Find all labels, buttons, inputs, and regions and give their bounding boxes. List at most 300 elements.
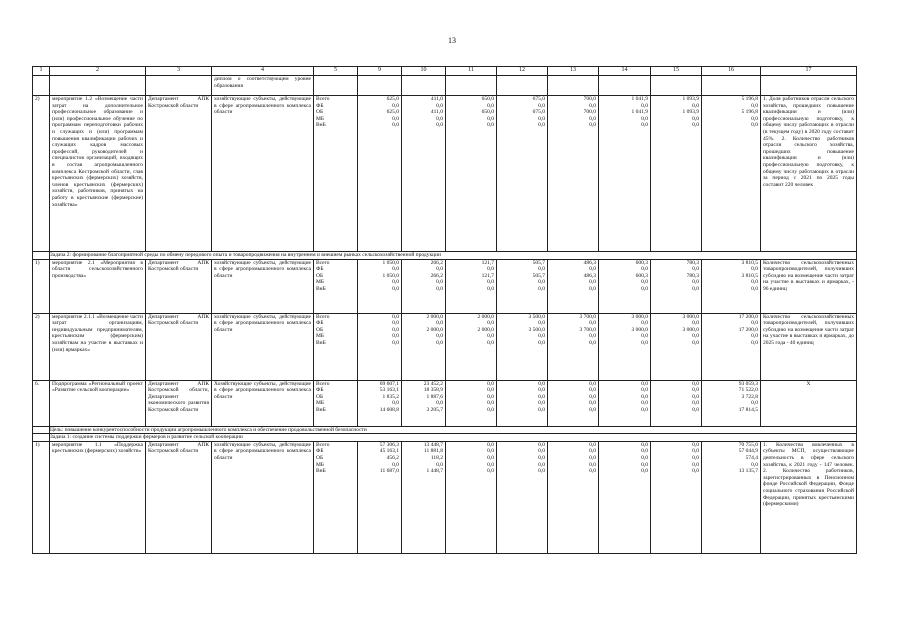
value-cell: 0,0 (487, 448, 494, 455)
value-cell: 0,0 (751, 115, 758, 122)
value-cell: 14 608,8 (379, 406, 399, 413)
value-cell: 0,0 (487, 441, 494, 448)
funding-sources (314, 313, 358, 380)
value-cell: 0,0 (436, 266, 443, 273)
value-cell: 0,0 (392, 285, 399, 292)
value-cell: 5 196,8 (741, 96, 758, 102)
value-cell: 23 452,2 (423, 380, 443, 387)
value-cell: 2 000,0 (426, 313, 443, 320)
value-cell: 0,0 (641, 400, 648, 407)
value-cell: 486,3 (583, 259, 596, 266)
funding-source-label: ФБ (316, 320, 324, 327)
value-cell: 0,0 (538, 406, 545, 413)
year-values (497, 380, 548, 426)
year-values (497, 441, 548, 553)
value-cell: 70 755,0 (738, 441, 758, 448)
row-number: 1) (33, 441, 50, 553)
value-cell: 0,0 (392, 266, 399, 273)
value-cell: 121,7 (481, 259, 494, 266)
value-cell: 0,0 (641, 115, 648, 122)
header-cell: 5 (314, 67, 358, 76)
value-cell: 0,0 (641, 102, 648, 109)
year-values (402, 380, 446, 426)
value-cell: 0,0 (641, 266, 648, 273)
participants: хозяйствующие субъекты, действующие в сфере агропромышленного комплекса области (212, 96, 314, 252)
value-cell: 0,0 (538, 115, 545, 122)
value-cell: 3 000,0 (682, 326, 699, 333)
value-cell: 0,0 (641, 406, 648, 413)
activity-row (33, 96, 857, 252)
value-cell: 0,0 (641, 461, 648, 468)
value-cell: 0,0 (487, 387, 494, 394)
header-cell: 3 (146, 67, 212, 76)
value-cell: 0,0 (436, 102, 443, 109)
value-cell: 625,0 (386, 109, 399, 116)
value-cell: 0,0 (692, 339, 699, 346)
value-cell: 0,0 (487, 393, 494, 400)
year-values (651, 441, 702, 553)
year-values (651, 313, 702, 380)
value-cell: 0,0 (538, 400, 545, 407)
header-cell: 10 (402, 67, 446, 76)
value-cell: 0,0 (436, 115, 443, 122)
value-cell: 0,0 (538, 122, 545, 129)
value-cell: 0,0 (641, 320, 648, 327)
value-cell: 3 000,0 (682, 313, 699, 320)
year-values (446, 259, 497, 313)
value-cell: 780,3 (686, 259, 699, 266)
year-values (446, 313, 497, 380)
value-cell: 1 093,9 (682, 109, 699, 116)
value-cell: 0,0 (538, 448, 545, 455)
year-values (402, 259, 446, 313)
expected-result: 1. Количество вовлеченных в субъекты МСП, осуществляющие деятельность в сфере сельского хозяйства, к 2021 году - 147 человек. 2. Количество работников, зарегистрированных в Пенсионном фонде Российской Федерации, Фонде социального страхования Российской Федерации, принятых крестьянскими (фермерскими) (761, 441, 857, 553)
value-cell: 0,0 (538, 461, 545, 468)
value-cell: 71 522,0 (738, 387, 758, 394)
value-cell: 0,0 (692, 102, 699, 109)
year-values (702, 259, 761, 313)
row-number: 2) (33, 96, 50, 252)
value-cell: 0,0 (436, 400, 443, 407)
page-number: 13 (448, 36, 456, 45)
header-row (33, 67, 857, 76)
year-values (599, 313, 651, 380)
value-cell: 3 205,7 (426, 406, 443, 413)
value-cell: 0,0 (589, 266, 596, 273)
header-cell: 17 (761, 67, 857, 76)
value-cell: 0,0 (538, 393, 545, 400)
participants: Хозяйствующие субъекты, действующие в сфере агропромышленного комплекса области (212, 380, 314, 426)
value-cell: 0,0 (487, 380, 494, 387)
year-values (599, 380, 651, 426)
value-cell: 0,0 (692, 406, 699, 413)
value-cell: 3 700,0 (579, 313, 596, 320)
value-cell: 13 448,7 (423, 441, 443, 448)
funding-source-label: Всего (316, 380, 330, 387)
value-cell: 0,0 (487, 461, 494, 468)
value-cell: 0,0 (392, 115, 399, 122)
value-cell: 0,0 (487, 285, 494, 292)
funding-source-label: ОБ (316, 393, 324, 400)
value-cell: 0,0 (487, 400, 494, 407)
value-cell: 505,7 (532, 259, 545, 266)
value-cell: 0,0 (641, 122, 648, 129)
value-cell: 456,2 (386, 454, 399, 461)
year-values (651, 259, 702, 313)
value-cell: 675,0 (532, 96, 545, 102)
value-cell: 0,0 (641, 448, 648, 455)
funding-sources (314, 96, 358, 252)
activity-name: мероприятие 1.1 «Поддержка крестьянских (фермерских) хозяйств» (50, 441, 146, 553)
value-cell: 0,0 (538, 441, 545, 448)
year-values (402, 441, 446, 553)
funding-source-label: ВнБ (316, 285, 326, 292)
year-values (497, 96, 548, 252)
funding-source-label: ФБ (316, 448, 324, 455)
executor: Департамент АПК Костромской области, Департамент экономического развития Костромской области (146, 380, 212, 426)
value-cell: 0,0 (538, 380, 545, 387)
value-cell: 0,0 (692, 333, 699, 340)
value-cell: 0,0 (641, 333, 648, 340)
value-cell: 0,0 (487, 406, 494, 413)
value-cell: 0,0 (641, 393, 648, 400)
program-table (32, 66, 857, 554)
year-values (702, 96, 761, 252)
participants: хозяйствующие субъекты, действующие в сфере агропромышленного комплекса области (212, 313, 314, 380)
value-cell: 1 093,9 (682, 96, 699, 102)
header-cell: 15 (651, 67, 702, 76)
row-number: 6. (33, 380, 50, 426)
value-cell: 1 050,0 (382, 272, 399, 279)
value-cell: 0,0 (538, 279, 545, 286)
value-cell: 0,0 (538, 320, 545, 327)
value-cell: 0,0 (692, 115, 699, 122)
value-cell: 3 810,5 (741, 259, 758, 266)
year-values (702, 380, 761, 426)
value-cell: 0,0 (487, 454, 494, 461)
value-cell: 2 000,0 (477, 326, 494, 333)
year-values (599, 259, 651, 313)
value-cell: 0,0 (589, 406, 596, 413)
funding-source-label: МБ (316, 279, 325, 286)
funding-source-label: МБ (316, 333, 325, 340)
goal-heading-text: Цель: повышение конкурентоспособности продукции агропромышленного комплекса и обеспечение продовольственной безопасности (50, 426, 367, 433)
year-values (497, 259, 548, 313)
value-cell: 0,0 (589, 454, 596, 461)
value-cell: 53 163,1 (379, 387, 399, 394)
funding-sources (314, 380, 358, 426)
executor: Департамент АПК Костромской области (146, 441, 212, 553)
year-values (651, 380, 702, 426)
year-values (651, 96, 702, 252)
value-cell: 0,0 (751, 285, 758, 292)
value-cell: 0,0 (487, 102, 494, 109)
value-cell: 625,0 (386, 96, 399, 102)
value-cell: 0,0 (538, 102, 545, 109)
funding-source-label: ОБ (316, 272, 324, 279)
value-cell: 0,0 (692, 400, 699, 407)
funding-sources (314, 441, 358, 553)
year-values (548, 313, 599, 380)
task-1-heading-text: Задача 1: создание системы поддержки фермеров и развитие сельской кооперации (50, 434, 243, 441)
year-values (446, 441, 497, 553)
value-cell: 0,0 (641, 387, 648, 394)
year-values (548, 96, 599, 252)
value-cell: 0,0 (487, 339, 494, 346)
year-values (402, 313, 446, 380)
value-cell: 0,0 (392, 326, 399, 333)
activity-row (33, 313, 857, 380)
value-cell: 0,0 (487, 115, 494, 122)
year-values (358, 96, 402, 252)
value-cell: 0,0 (692, 279, 699, 286)
value-cell: 0,0 (538, 387, 545, 394)
funding-source-label: Всего (316, 96, 330, 102)
header-cell: 2 (50, 67, 146, 76)
value-cell: 266,2 (430, 272, 443, 279)
value-cell: 0,0 (436, 122, 443, 129)
value-cell: 0,0 (538, 285, 545, 292)
value-cell: 0,0 (589, 122, 596, 129)
funding-source-label: ОБ (316, 109, 324, 116)
value-cell: 69 607,1 (379, 380, 399, 387)
activity-name: мероприятие 2.1.1 «Возмещение части затрат организациям, индивидуальным предпринимателям, крестьянским (фермерским) хозяйствам на участие в выставках и (или) ярмарках» (50, 313, 146, 380)
value-cell: 0,0 (589, 115, 596, 122)
activity-row (33, 259, 857, 313)
value-cell: 3 700,0 (579, 326, 596, 333)
year-values (599, 96, 651, 252)
continuation-row (33, 76, 857, 96)
value-cell: 0,0 (392, 279, 399, 286)
funding-sources (314, 259, 358, 313)
value-cell: 600,3 (635, 272, 648, 279)
value-cell: 0,0 (589, 339, 596, 346)
value-cell: 2 000,0 (477, 313, 494, 320)
value-cell: 0,0 (392, 102, 399, 109)
value-cell: 0,0 (751, 400, 758, 407)
value-cell: 0,0 (692, 468, 699, 475)
header-cell: 1 (33, 67, 50, 76)
year-values (358, 259, 402, 313)
executor: Департамент АПК Костромской области (146, 96, 212, 252)
value-cell: 0,0 (751, 320, 758, 327)
value-cell: 0,0 (692, 454, 699, 461)
value-cell: 0,0 (392, 313, 399, 320)
year-values (358, 441, 402, 553)
year-values (702, 441, 761, 553)
value-cell: 11 687,0 (379, 468, 399, 475)
executor: Департамент АПК Костромской области (146, 259, 212, 313)
funding-source-label: МБ (316, 115, 325, 122)
value-cell: 0,0 (392, 400, 399, 407)
value-cell: 675,0 (532, 109, 545, 116)
value-cell: 0,0 (392, 461, 399, 468)
value-cell: 3 000,0 (631, 326, 648, 333)
value-cell: 2 000,0 (426, 326, 443, 333)
value-cell: 0,0 (392, 333, 399, 340)
year-values (548, 259, 599, 313)
value-cell: 0,0 (436, 333, 443, 340)
value-cell: 0,0 (487, 320, 494, 327)
value-cell: 0,0 (436, 320, 443, 327)
expected-result: Х (761, 380, 857, 426)
year-values (358, 380, 402, 426)
header-cell: 4 (212, 67, 314, 76)
funding-source-label: МБ (316, 400, 325, 407)
value-cell: 0,0 (487, 279, 494, 286)
value-cell: 45 163,1 (379, 448, 399, 455)
value-cell: 0,0 (392, 339, 399, 346)
value-cell: 11 881,8 (423, 448, 443, 455)
value-cell: 118,2 (430, 454, 443, 461)
value-cell: 0,0 (392, 320, 399, 327)
value-cell: 0,0 (589, 380, 596, 387)
header-cell: 13 (548, 67, 599, 76)
year-values (548, 441, 599, 553)
value-cell: 0,0 (751, 333, 758, 340)
header-cell: 14 (599, 67, 651, 76)
value-cell: 0,0 (538, 266, 545, 273)
value-cell: 0,0 (487, 266, 494, 273)
goal-heading (33, 426, 857, 434)
value-cell: 0,0 (641, 380, 648, 387)
activity-name: Подпрограмма «Региональный проект «Развитие сельской кооперации» (50, 380, 146, 426)
funding-source-label: ВнБ (316, 339, 326, 346)
value-cell: 0,0 (436, 461, 443, 468)
value-cell: 411,0 (430, 109, 443, 116)
value-cell: 700,0 (583, 96, 596, 102)
value-cell: 1 041,9 (631, 109, 648, 116)
value-cell: 700,0 (583, 109, 596, 116)
value-cell: 0,0 (692, 393, 699, 400)
header-cell: 12 (497, 67, 548, 76)
value-cell: 0,0 (392, 122, 399, 129)
value-cell: 17 200,0 (738, 313, 758, 320)
funding-source-label: Всего (316, 259, 330, 266)
funding-source-label: ВнБ (316, 406, 326, 413)
year-values (358, 313, 402, 380)
row-number: 1) (33, 259, 50, 313)
value-cell: 650,0 (481, 109, 494, 116)
activity-row (33, 380, 857, 426)
value-cell: 1 887,6 (426, 393, 443, 400)
task-1-heading (33, 434, 857, 442)
value-cell: 0,0 (487, 468, 494, 475)
value-cell: 0,0 (751, 102, 758, 109)
expected-result: Количество сельскохозяйственных товаропроизводителей, получивших субсидию на возмещение части затрат на участие в выставках и ярмарках, до 2025 года - 40 единиц (761, 313, 857, 380)
value-cell: 0,0 (589, 441, 596, 448)
value-cell: 0,0 (751, 266, 758, 273)
value-cell: 3 500,0 (528, 313, 545, 320)
value-cell: 13 135,7 (738, 468, 758, 475)
value-cell: 0,0 (751, 461, 758, 468)
value-cell: 3 000,0 (631, 313, 648, 320)
value-cell: 0,0 (538, 454, 545, 461)
value-cell: 17 200,0 (738, 326, 758, 333)
expected-result: 1. Доля работников отрасли сельского хозяйства, прошедших повышение квалификации и (или) профессиональную подготовку, к общему числу работающих в отрасли (в текущем году) в 2020 году составит 45%. 2. Количество работников отрасли сельского хозяйства, прошедших повышение квалификации и (или) профессиональную подготовку, к общему числу работающих в отрасли за период с 2021 по 2025 годы составит 220 человек (761, 96, 857, 252)
value-cell: 1 041,9 (631, 96, 648, 102)
value-cell: 0,0 (692, 266, 699, 273)
value-cell: 57 044,9 (738, 448, 758, 455)
value-cell: 0,0 (589, 461, 596, 468)
value-cell: 0,0 (641, 468, 648, 475)
value-cell: 0,0 (487, 333, 494, 340)
funding-source-label: ОБ (316, 454, 324, 461)
year-values (497, 313, 548, 380)
header-cell: 16 (702, 67, 761, 76)
value-cell: 0,0 (589, 387, 596, 394)
funding-source-label: ФБ (316, 102, 324, 109)
activity-row (33, 441, 857, 553)
value-cell: 0,0 (589, 468, 596, 475)
value-cell: 0,0 (641, 285, 648, 292)
funding-source-label: Всего (316, 441, 330, 448)
year-values (599, 441, 651, 553)
expected-result: Количество сельскохозяйственных товаропроизводителей, получивших субсидию на возмещение части затрат на участие в выставках и ярмарках, - 96 единиц (761, 259, 857, 313)
value-cell: 0,0 (751, 339, 758, 346)
value-cell: 574,4 (745, 454, 758, 461)
value-cell: 0,0 (692, 380, 699, 387)
value-cell: 0,0 (589, 400, 596, 407)
activity-name: мероприятие 2.1 «Мероприятия в области сельскохозяйственного производства» (50, 259, 146, 313)
value-cell: 5 196,8 (741, 109, 758, 116)
value-cell: 0,0 (692, 441, 699, 448)
value-cell: 121,7 (481, 272, 494, 279)
value-cell: 0,0 (538, 468, 545, 475)
value-cell: 0,0 (641, 454, 648, 461)
funding-source-label: ВнБ (316, 122, 326, 129)
value-cell: 1 835,2 (382, 393, 399, 400)
participants: хозяйствующие субъекты, действующие в сфере агропромышленного комплекса области (212, 441, 314, 553)
value-cell: 0,0 (692, 122, 699, 129)
value-cell: 0,0 (641, 441, 648, 448)
value-cell: 0,0 (589, 279, 596, 286)
funding-source-label: ФБ (316, 387, 324, 394)
value-cell: 0,0 (641, 339, 648, 346)
task-2-heading (33, 252, 857, 260)
value-cell: 3 722,8 (741, 393, 758, 400)
value-cell: 600,3 (635, 259, 648, 266)
value-cell: 0,0 (538, 339, 545, 346)
task-2-heading-text: Задача 2: формирование благоприятной среды по обмену передового опыта и товаропродвижения на внутреннем и внешнем рынках сельскохозяйственной продукции (50, 252, 441, 258)
participants: хозяйствующие субъекты, действующие в сфере агропромышленного комплекса области (212, 259, 314, 313)
continuation-text: диплом о соответствующем уровне образования (212, 76, 314, 96)
value-cell: 57 306,3 (379, 441, 399, 448)
value-cell: 0,0 (589, 393, 596, 400)
value-cell: 0,0 (589, 102, 596, 109)
year-values (402, 96, 446, 252)
value-cell: 486,3 (583, 272, 596, 279)
header-cell: 11 (446, 67, 497, 76)
value-cell: 0,0 (692, 448, 699, 455)
row-number: 2) (33, 313, 50, 380)
value-cell: 0,0 (641, 279, 648, 286)
year-values (548, 380, 599, 426)
value-cell: 505,7 (532, 272, 545, 279)
value-cell: 0,0 (436, 339, 443, 346)
year-values (446, 96, 497, 252)
funding-source-label: ВнБ (316, 468, 326, 475)
value-cell: 0,0 (589, 333, 596, 340)
value-cell: 0,0 (692, 387, 699, 394)
funding-source-label: МБ (316, 461, 325, 468)
value-cell: 266,2 (430, 259, 443, 266)
value-cell: 1 448,7 (426, 468, 443, 475)
value-cell: 0,0 (436, 285, 443, 292)
value-cell: 0,0 (692, 461, 699, 468)
value-cell: 0,0 (436, 279, 443, 286)
value-cell: 0,0 (589, 285, 596, 292)
